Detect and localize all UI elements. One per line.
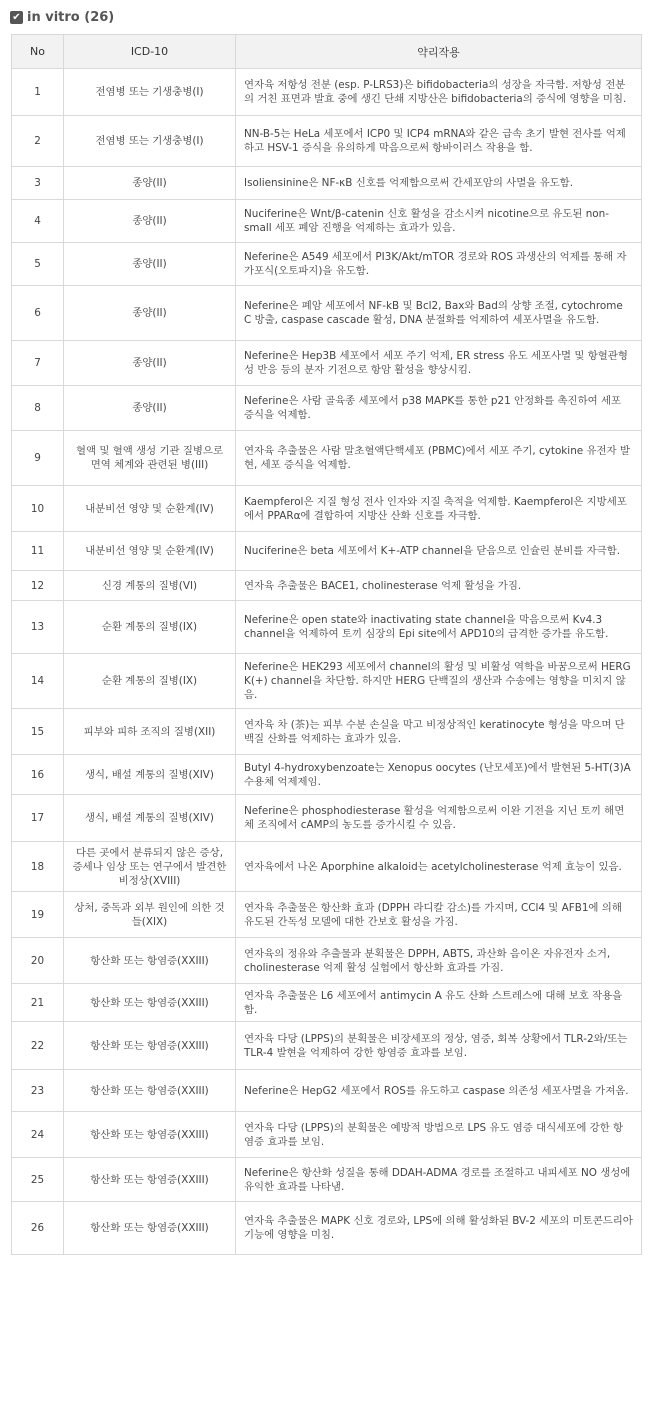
cell-pharmacology: 연자육 차 (茶)는 피부 수분 손실을 막고 비정상적인 keratinocyte 형성을 막으며 단백질 산화를 억제하는 효과가 있음.	[236, 709, 642, 755]
cell-no: 24	[12, 1112, 64, 1158]
table-row	[12, 795, 642, 842]
cell-no: 7	[12, 341, 64, 386]
cell-pharmacology: Neferine은 open state와 inactivating state channel을 막음으로써 Kv4.3 channel을 억제하여 토끼 심장의 Epi site에서 APD10의 급격한 증가를 유도함.	[236, 601, 642, 654]
cell-no: 2	[12, 116, 64, 167]
table-row	[12, 601, 642, 654]
cell-icd10: 순환 계통의 질병(IX)	[64, 654, 236, 709]
cell-no: 16	[12, 755, 64, 795]
cell-icd10: 항산화 또는 항염증(XXIII)	[64, 1070, 236, 1112]
table-row	[12, 1112, 642, 1158]
table-row	[12, 892, 642, 938]
table-row	[12, 654, 642, 709]
cell-icd10: 항산화 또는 항염증(XXIII)	[64, 1158, 236, 1202]
cell-pharmacology: NN-B-5는 HeLa 세포에서 ICP0 및 ICP4 mRNA와 같은 급속 초기 발현 전사를 억제하고 HSV-1 증식을 유의하게 막음으로써 항바이러스 작용을 함.	[236, 116, 642, 167]
cell-pharmacology: 연자육 저항성 전분 (esp. P-LRS3)은 bifidobacteria의 성장을 자극함. 저항성 전분의 거친 표면과 발효 중에 생긴 단쇄 지방산은 bifidobacteria의 증식에 영향을 미침.	[236, 69, 642, 116]
cell-pharmacology: Nuciferine은 beta 세포에서 K+-ATP channel을 닫음으로 인슐린 분비를 자극함.	[236, 532, 642, 571]
table-row	[12, 69, 642, 116]
cell-no: 17	[12, 795, 64, 842]
cell-no: 8	[12, 386, 64, 431]
cell-no: 25	[12, 1158, 64, 1202]
cell-icd10: 항산화 또는 항염증(XXIII)	[64, 1022, 236, 1070]
cell-no: 11	[12, 532, 64, 571]
checkbox-checked-icon[interactable]: ✔	[10, 11, 23, 24]
table-row	[12, 167, 642, 200]
cell-icd10: 피부와 피하 조직의 질병(XII)	[64, 709, 236, 755]
cell-icd10: 종양(II)	[64, 167, 236, 200]
cell-pharmacology: 연자육에서 나온 Aporphine alkaloid는 acetylcholinesterase 억제 효능이 있음.	[236, 842, 642, 892]
cell-no: 14	[12, 654, 64, 709]
table-row	[12, 386, 642, 431]
table-row	[12, 571, 642, 601]
cell-no: 26	[12, 1202, 64, 1255]
cell-pharmacology: Nuciferine은 Wnt/β-catenin 신호 활성을 감소시켜 nicotine으로 유도된 non-small 세포 폐암 진행을 억제하는 효과가 있음.	[236, 200, 642, 243]
cell-pharmacology: 연자육 추출물은 항산화 효과 (DPPH 라디칼 감소)를 가지며, CCl4 및 AFB1에 의해 유도된 간독성 모델에 대한 간보호 활성을 가짐.	[236, 892, 642, 938]
pharmacology-table	[11, 34, 642, 1255]
table-row	[12, 532, 642, 571]
cell-no: 9	[12, 431, 64, 486]
table-row	[12, 755, 642, 795]
cell-pharmacology: Neferine은 HEK293 세포에서 channel의 활성 및 비활성 역학을 바꿈으로써 HERG K(+) channel을 차단함. 하지만 HERG 단백질의 생산과 수송에는 영향을 미치지 않음.	[236, 654, 642, 709]
cell-icd10: 혈액 및 혈액 생성 기관 질병으로 면역 체계와 관련된 병(III)	[64, 431, 236, 486]
table-row	[12, 486, 642, 532]
cell-no: 23	[12, 1070, 64, 1112]
cell-pharmacology: Neferine은 phosphodiesterase 활성을 억제함으로써 이완 기전을 지닌 토끼 해면체 조직에서 cAMP의 농도를 증가시킬 수 있음.	[236, 795, 642, 842]
cell-icd10: 순환 계통의 질병(IX)	[64, 601, 236, 654]
section-label: in vitro (26)	[27, 9, 115, 25]
cell-pharmacology: Butyl 4-hydroxybenzoate는 Xenopus oocytes (난모세포)에서 발현된 5-HT(3)A 수용체 억제제임.	[236, 755, 642, 795]
table-row	[12, 1070, 642, 1112]
cell-icd10: 종양(II)	[64, 200, 236, 243]
table-row	[12, 243, 642, 286]
table-row	[12, 286, 642, 341]
cell-pharmacology: 연자육 추출물은 사람 말초혈액단핵세포 (PBMC)에서 세포 주기, cytokine 유전자 발현, 세포 증식을 억제함.	[236, 431, 642, 486]
table-row	[12, 984, 642, 1022]
cell-icd10: 종양(II)	[64, 341, 236, 386]
cell-icd10: 신경 계통의 질병(VI)	[64, 571, 236, 601]
section-header	[10, 7, 114, 27]
cell-no: 3	[12, 167, 64, 200]
cell-pharmacology: Neferine은 Hep3B 세포에서 세포 주기 억제, ER stress 유도 세포사멸 및 항혈관형성 반응 등의 분자 기전으로 항암 활성을 향상시킴.	[236, 341, 642, 386]
cell-icd10: 생식, 배설 계통의 질병(XIV)	[64, 755, 236, 795]
cell-pharmacology: 연자육의 정유와 추출물과 분획물은 DPPH, ABTS, 과산화 음이온 자유전자 소거, cholinesterase 억제 활성 실험에서 항산화 효과를 가짐.	[236, 938, 642, 984]
cell-no: 6	[12, 286, 64, 341]
table-row	[12, 431, 642, 486]
cell-no: 1	[12, 69, 64, 116]
cell-no: 19	[12, 892, 64, 938]
cell-pharmacology: Kaempferol은 지질 형성 전사 인자와 지질 축적을 억제함. Kaempferol은 지방세포에서 PPARα에 결합하여 지방산 산화 신호를 자극함.	[236, 486, 642, 532]
cell-no: 10	[12, 486, 64, 532]
cell-pharmacology: 연자육 추출물은 BACE1, cholinesterase 억제 활성을 가짐.	[236, 571, 642, 601]
table-header-row	[12, 35, 642, 69]
cell-icd10: 생식, 배설 계통의 질병(XIV)	[64, 795, 236, 842]
cell-icd10: 내분비선 영양 및 순환계(IV)	[64, 486, 236, 532]
column-header-pharmacology: 약리작용	[236, 35, 642, 69]
cell-pharmacology: 연자육 추출물은 MAPK 신호 경로와, LPS에 의해 활성화된 BV-2 세포의 미토콘드리아 기능에 영향을 미침.	[236, 1202, 642, 1255]
cell-no: 21	[12, 984, 64, 1022]
cell-pharmacology: 연자육 추출물은 L6 세포에서 antimycin A 유도 산화 스트레스에 대해 보호 작용을 함.	[236, 984, 642, 1022]
column-header-no: No	[12, 35, 64, 69]
table-row	[12, 341, 642, 386]
cell-icd10: 항산화 또는 항염증(XXIII)	[64, 1202, 236, 1255]
table-row	[12, 1158, 642, 1202]
cell-pharmacology: Neferine은 A549 세포에서 PI3K/Akt/mTOR 경로와 ROS 과생산의 억제를 통해 자가포식(오토파지)을 유도함.	[236, 243, 642, 286]
table-row	[12, 1022, 642, 1070]
cell-icd10: 항산화 또는 항염증(XXIII)	[64, 1112, 236, 1158]
cell-icd10: 내분비선 영양 및 순환계(IV)	[64, 532, 236, 571]
cell-icd10: 항산화 또는 항염증(XXIII)	[64, 984, 236, 1022]
table-row	[12, 938, 642, 984]
cell-icd10: 전염병 또는 기생충병(I)	[64, 116, 236, 167]
cell-pharmacology: Neferine은 항산화 성질을 통해 DDAH-ADMA 경로를 조절하고 내피세포 NO 생성에 유익한 효과를 나타냄.	[236, 1158, 642, 1202]
cell-icd10: 종양(II)	[64, 386, 236, 431]
column-header-icd10: ICD-10	[64, 35, 236, 69]
cell-icd10: 전염병 또는 기생충병(I)	[64, 69, 236, 116]
cell-pharmacology: 연자육 다당 (LPPS)의 분획물은 예방적 방법으로 LPS 유도 염증 대식세포에 강한 항염증 효과를 보임.	[236, 1112, 642, 1158]
cell-icd10: 상처, 중독과 외부 원인에 의한 것들(XIX)	[64, 892, 236, 938]
table-row	[12, 842, 642, 892]
table-body	[12, 69, 642, 1255]
cell-no: 5	[12, 243, 64, 286]
cell-pharmacology: 연자육 다당 (LPPS)의 분획물은 비장세포의 정상, 염증, 회복 상황에서 TLR-2와/또는 TLR-4 발현을 억제하여 강한 항염증 효과를 보임.	[236, 1022, 642, 1070]
cell-no: 15	[12, 709, 64, 755]
cell-icd10: 종양(II)	[64, 286, 236, 341]
cell-no: 22	[12, 1022, 64, 1070]
table-row	[12, 1202, 642, 1255]
cell-pharmacology: Neferine은 폐암 세포에서 NF-kB 및 Bcl2, Bax와 Bad의 상향 조절, cytochrome C 방출, caspase cascade 활성, DNA 분절화를 억제하여 세포사멸을 유도함.	[236, 286, 642, 341]
cell-pharmacology: Neferine은 HepG2 세포에서 ROS를 유도하고 caspase 의존성 세포사멸을 가져옴.	[236, 1070, 642, 1112]
cell-no: 20	[12, 938, 64, 984]
cell-pharmacology: Isoliensinine은 NF-κB 신호를 억제함으로써 간세포암의 사멸을 유도함.	[236, 167, 642, 200]
table-row	[12, 200, 642, 243]
table-row	[12, 116, 642, 167]
cell-no: 18	[12, 842, 64, 892]
cell-pharmacology: Neferine은 사람 골육종 세포에서 p38 MAPK를 통한 p21 안정화를 촉진하여 세포 증식을 억제함.	[236, 386, 642, 431]
cell-no: 12	[12, 571, 64, 601]
cell-icd10: 다른 곳에서 분류되지 않은 증상, 증세나 임상 또는 연구에서 발견한 비정상(XVIII)	[64, 842, 236, 892]
cell-no: 4	[12, 200, 64, 243]
cell-icd10: 항산화 또는 항염증(XXIII)	[64, 938, 236, 984]
cell-no: 13	[12, 601, 64, 654]
table-row	[12, 709, 642, 755]
cell-icd10: 종양(II)	[64, 243, 236, 286]
